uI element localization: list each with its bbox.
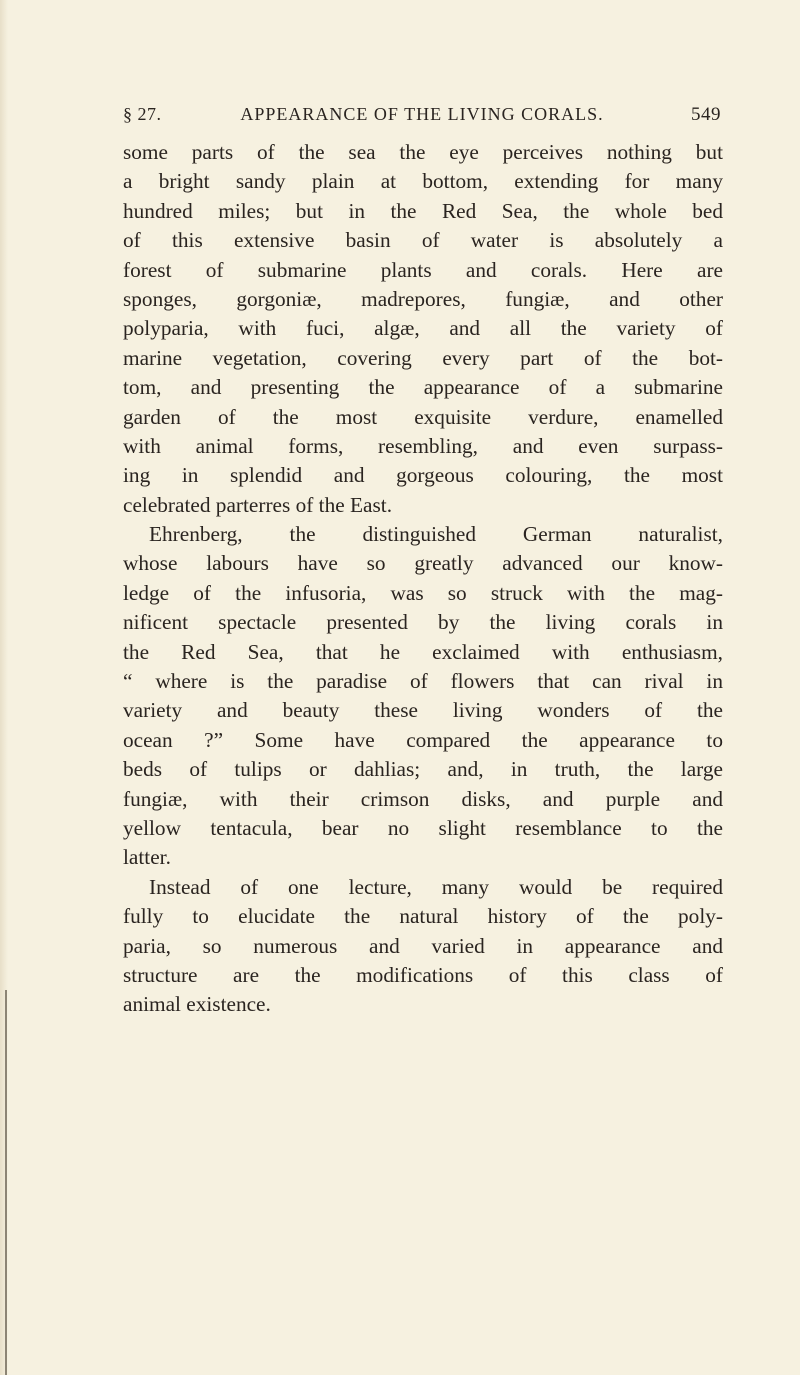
text-line: tom, and presenting the appearance of a submarine [123, 375, 723, 400]
text-line: structure are the modifications of this class of [123, 962, 723, 987]
body-text [123, 138, 723, 1020]
page-number: 549 [691, 104, 721, 125]
text-line: fungiæ, with their crimson disks, and purple and [123, 786, 723, 811]
text-line: “ where is the paradise of flowers that can rival in [123, 669, 723, 694]
text-line: polyparia, with fuci, algæ, and all the variety of [123, 316, 723, 341]
binding-gutter-line [5, 990, 7, 1375]
text-line: latter. [123, 845, 171, 870]
text-line: nificent spectacle presented by the living corals in [123, 610, 723, 635]
text-line: sponges, gorgoniæ, madrepores, fungiæ, and other [123, 286, 723, 311]
text-line: yellow tentacula, bear no slight resemblance to the [123, 815, 723, 840]
text-line: variety and beauty these living wonders of the [123, 698, 723, 723]
text-line: ing in splendid and gorgeous colouring, the most [123, 463, 723, 488]
running-head [123, 104, 721, 128]
text-line: the Red Sea, that he exclaimed with enthusiasm, [123, 639, 723, 664]
text-line: a bright sandy plain at bottom, extending for many [123, 169, 723, 194]
text-line: Instead of one lecture, many would be required [149, 874, 723, 899]
text-line: with animal forms, resembling, and even surpass- [123, 433, 723, 458]
text-line: ledge of the infusoria, was so struck with the mag- [123, 580, 723, 605]
text-line: beds of tulips or dahlias; and, in truth, the large [123, 757, 723, 782]
text-line: ocean ?” Some have compared the appearance to [123, 727, 723, 752]
section-number: § 27. [123, 104, 162, 124]
text-line: garden of the most exquisite verdure, enamelled [123, 404, 723, 429]
text-line: fully to elucidate the natural history of the poly- [123, 904, 723, 929]
text-line: of this extensive basin of water is absolutely a [123, 228, 723, 253]
text-line: marine vegetation, covering every part of the bot- [123, 345, 723, 370]
running-title: APPEARANCE OF THE LIVING CORALS. [240, 104, 604, 124]
text-line: whose labours have so greatly advanced our know- [123, 551, 723, 576]
text-line: Ehrenberg, the distinguished German naturalist, [149, 522, 723, 547]
text-line: animal existence. [123, 992, 271, 1017]
text-line: hundred miles; but in the Red Sea, the whole bed [123, 198, 723, 223]
text-line: forest of submarine plants and corals. Here are [123, 257, 723, 282]
text-line: paria, so numerous and varied in appearance and [123, 933, 723, 958]
text-line: some parts of the sea the eye perceives nothing but [123, 140, 723, 164]
text-line: celebrated parterres of the East. [123, 492, 393, 517]
